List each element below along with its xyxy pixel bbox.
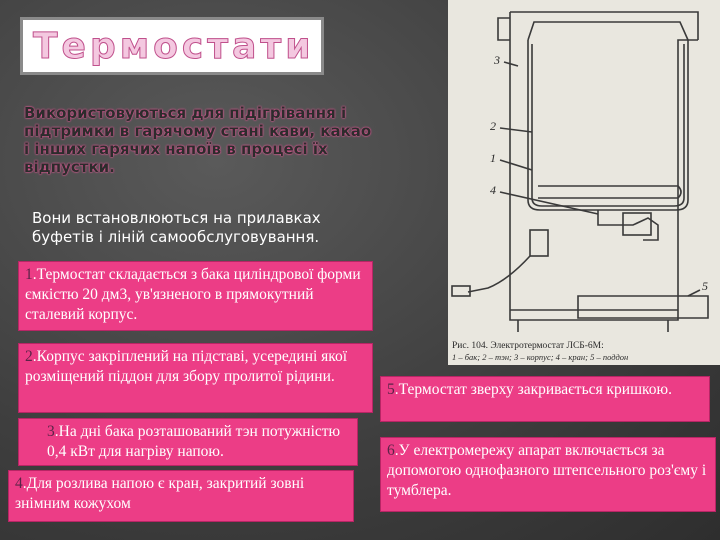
label-3: 3 bbox=[494, 53, 500, 67]
title-box bbox=[20, 17, 324, 75]
item-box-6: 6.У електромережу апарат включається за допомогою однофазного штепсельного роз'єму і тумблера. bbox=[380, 437, 716, 512]
item-number: 5 bbox=[387, 381, 395, 398]
slide-title: Термостати bbox=[33, 25, 315, 67]
item-text: Термостат складається з бака циліндрової форми ємкістю 20 дм3, ув'язненого в прямокутний сталевий корпус. bbox=[25, 266, 361, 323]
subtitle-text: Вони встановлюються на прилавках буфетів і ліній самообслуговування. bbox=[32, 209, 321, 246]
drip-tray bbox=[578, 296, 708, 318]
item-text: Для розлива напою є кран, закритий зовні знімним кожухом bbox=[15, 475, 305, 512]
item-number: 2 bbox=[25, 348, 33, 365]
plug bbox=[452, 286, 470, 296]
label-5: 5 bbox=[702, 279, 708, 293]
heater-element bbox=[538, 186, 681, 198]
item-text: Корпус закріплений на підставі, усередині якої розміщений піддон для збору пролитої рідини. bbox=[25, 348, 348, 385]
leader-5 bbox=[688, 290, 700, 296]
toggle-switch bbox=[530, 230, 548, 256]
label-1: 1 bbox=[490, 151, 496, 165]
label-4: 4 bbox=[490, 183, 496, 197]
thermostat-diagram bbox=[448, 0, 720, 365]
label-2: 2 bbox=[490, 119, 496, 133]
item-box-1: 1.Термостат складається з бака циліндрової форми ємкістю 20 дм3, ув'язненого в прямокутний сталевий корпус. bbox=[18, 261, 373, 331]
item-text: Термостат зверху закривається кришкою. bbox=[398, 381, 672, 398]
item-number: 1 bbox=[25, 266, 33, 283]
item-text: На дні бака розташований тэн потужністю 0,4 кВт для нагріву напою. bbox=[47, 423, 341, 460]
item-text: У електромережу апарат включається за допомогою однофазного штепсельного роз'єму і тумблера. bbox=[387, 442, 707, 499]
item-number: 6 bbox=[387, 442, 395, 459]
tank bbox=[528, 40, 688, 210]
power-cable bbox=[468, 256, 530, 292]
intro-text: Використовуються для підігрівання і підтримки в гарячому стані кави, какао і інших гарячих напоїв в процесі їх відпустки. bbox=[24, 104, 372, 176]
figure-caption-2: 1 – бак; 2 – тэн; 3 – корпус; 4 – кран; 5 – поддон bbox=[452, 352, 629, 362]
item-number: 3 bbox=[47, 423, 55, 440]
figure-caption-1: Рис. 104. Электротермостат ЛСБ-6М: bbox=[452, 341, 604, 351]
lid bbox=[528, 22, 688, 40]
item-box-3: 3.На дні бака розташований тэн потужністю 0,4 кВт для нагріву напою. bbox=[18, 418, 358, 466]
vent-pipe bbox=[498, 18, 510, 40]
item-box-5: 5.Термостат зверху закривається кришкою. bbox=[380, 376, 710, 422]
item-box-2: 2.Корпус закріплений на підставі, усередині якої розміщений піддон для збору пролитої рідини. bbox=[18, 343, 373, 413]
item-box-4: 4.Для розлива напою є кран, закритий зовні знімним кожухом bbox=[8, 470, 354, 522]
diagram-svg bbox=[448, 0, 720, 365]
leader-3 bbox=[504, 62, 518, 66]
legs bbox=[518, 320, 668, 332]
outer-casing bbox=[510, 12, 698, 320]
top-rim bbox=[510, 12, 698, 40]
item-number: 4 bbox=[15, 475, 23, 492]
tank-inner-wall bbox=[532, 44, 684, 206]
